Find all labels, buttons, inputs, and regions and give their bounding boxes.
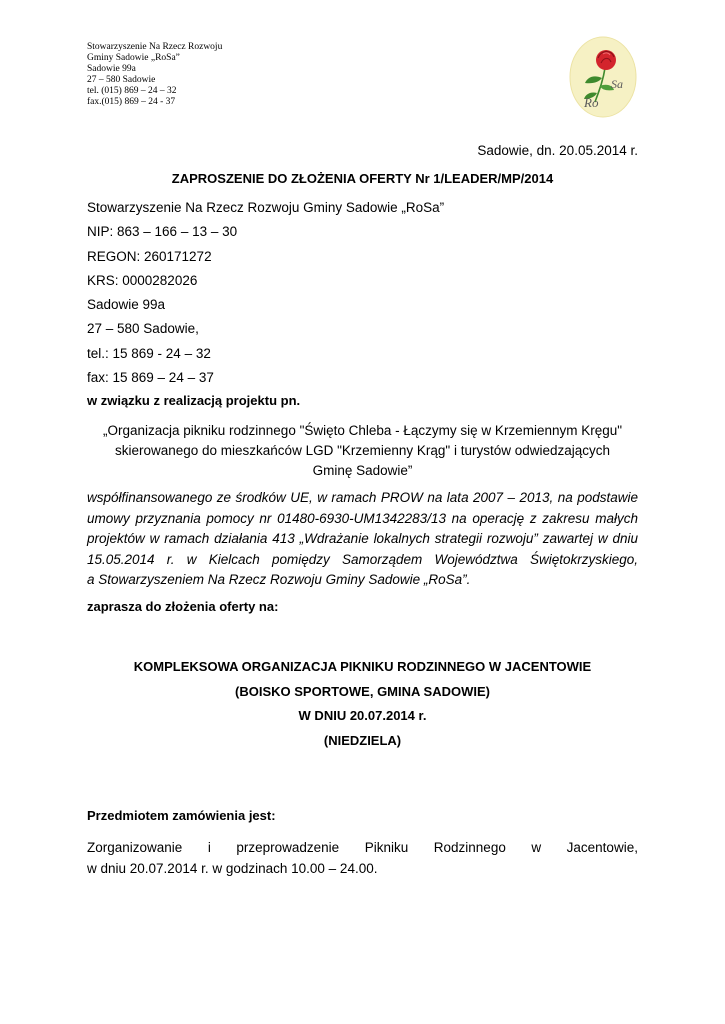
- address-line: NIP: 863 – 166 – 13 – 30: [87, 224, 238, 240]
- subject-word: Pikniku: [364, 840, 409, 855]
- address-line: Sadowie 99a: [87, 297, 166, 313]
- letterhead-line: Sadowie 99a: [87, 64, 136, 74]
- subject-body: [87, 837, 638, 879]
- letterhead-line: Stowarzyszenie Na Rzecz Rozwoju: [87, 42, 223, 52]
- subject-word: i: [207, 840, 211, 855]
- document-title: ZAPROSZENIE DO ZŁOŻENIA OFERTY Nr 1/LEADER/MP/2014: [171, 171, 554, 186]
- project-line: Gminę Sadowie”: [312, 463, 413, 478]
- letterhead-line: Gminy Sadowie „RoSa”: [87, 53, 180, 63]
- subject-word: w: [531, 840, 542, 855]
- document-date: Sadowie, dn. 20.05.2014 r.: [477, 143, 638, 158]
- letterhead-line: 27 – 580 Sadowie: [87, 75, 156, 85]
- address-line: REGON: 260171272: [87, 248, 212, 264]
- address-line: KRS: 0000282026: [87, 272, 198, 288]
- logo-letters-sa: Sa: [611, 77, 623, 91]
- address-line: fax: 15 869 – 24 – 37: [87, 370, 214, 386]
- project-name: [87, 421, 638, 481]
- cofinancing-line: projektów w ramach działania 413 „Wdrażanie lokalnych strategii rozwoju” zawartej w dniu: [87, 531, 638, 547]
- rosa-logo: [569, 36, 637, 118]
- subject-word: Jacentowie,: [566, 840, 638, 855]
- project-line: skierowanego do mieszkańców LGD "Krzemienny Krąg" i turystów odwiedzających: [114, 443, 611, 458]
- subject-word: Rodzinnego: [433, 840, 506, 855]
- event-heading: [0, 655, 725, 753]
- cofinancing-line: umowy przyznania pomocy nr 01480-6930-UM1342283/13 na operację z zakresu małych: [87, 510, 638, 526]
- subject-word: Zorganizowanie: [87, 840, 183, 855]
- letterhead: [87, 42, 222, 108]
- letterhead-line: fax.(015) 869 – 24 - 37: [87, 97, 176, 107]
- cofinancing-line: współfinansowanego ze środków UE, w ramach PROW na lata 2007 – 2013, na podstawie: [87, 490, 638, 505]
- cofinancing-line: a Stowarzyszeniem Na Rzecz Rozwoju Gminy Sadowie „RoSa”.: [87, 572, 471, 588]
- project-intro: w związku z realizacją projektu pn.: [87, 393, 301, 408]
- invitation-line: zaprasza do złożenia oferty na:: [87, 599, 279, 614]
- subject-word: przeprowadzenie: [236, 840, 340, 855]
- cofinancing-paragraph: [87, 488, 638, 591]
- logo-letters-ro: Ro: [584, 95, 599, 110]
- event-heading-line: W DNIU 20.07.2014 r.: [298, 708, 427, 723]
- sender-address-block: [87, 199, 444, 393]
- event-heading-line: (NIEDZIELA): [323, 732, 402, 748]
- subject-line: w dniu 20.07.2014 r. w godzinach 10.00 – 24.00.: [87, 861, 378, 876]
- event-heading-line: KOMPLEKSOWA ORGANIZACJA PIKNIKU RODZINNEGO W JACENTOWIE: [133, 659, 592, 674]
- subject-line-justified: [87, 837, 638, 858]
- project-line: „Organizacja pikniku rodzinnego "Święto Chleba - Łączymy się w Krzemiennym Kręgu": [102, 423, 623, 438]
- event-heading-line: (BOISKO SPORTOWE, GMINA SADOWIE): [235, 683, 490, 699]
- letterhead-line: tel. (015) 869 – 24 – 32: [87, 86, 177, 96]
- cofinancing-line: 15.05.2014 r. w Kielcach pomiędzy Samorządem Województwa Świętokrzyskiego,: [87, 551, 638, 567]
- address-line: Stowarzyszenie Na Rzecz Rozwoju Gminy Sadowie „RoSa”: [87, 200, 445, 215]
- address-line: 27 – 580 Sadowie,: [87, 321, 199, 337]
- subject-title: Przedmiotem zamówienia jest:: [87, 808, 276, 823]
- address-line: tel.: 15 869 - 24 – 32: [87, 345, 211, 361]
